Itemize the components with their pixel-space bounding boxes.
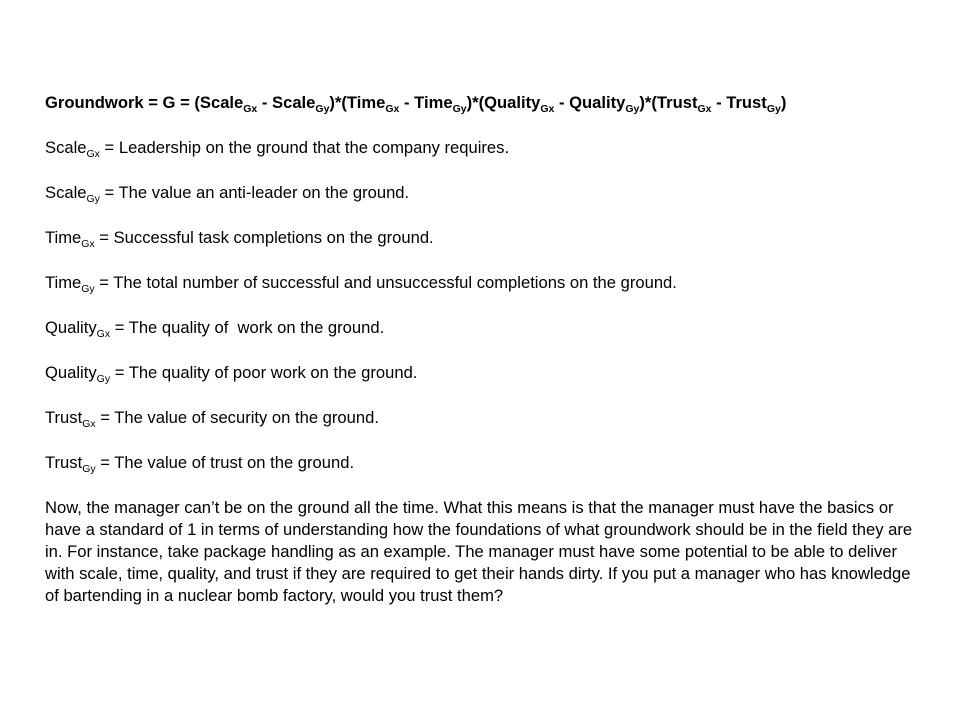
definition-term: Scale bbox=[45, 138, 87, 157]
definition-text: = Leadership on the ground that the company requires. bbox=[99, 138, 510, 157]
definition-text: = The quality of poor work on the ground. bbox=[110, 363, 418, 382]
formula-segment: )*(Trust bbox=[639, 93, 698, 112]
formula-subscript: Gx bbox=[243, 103, 258, 115]
formula-segment: - Trust bbox=[711, 93, 767, 112]
definition-scale-gx bbox=[45, 137, 925, 159]
definition-subscript: Gx bbox=[96, 328, 111, 340]
definition-term: Trust bbox=[45, 453, 83, 472]
formula-subscript: Gx bbox=[540, 103, 555, 115]
definition-subscript: Gy bbox=[86, 193, 100, 205]
definition-text: = The quality of work on the ground. bbox=[110, 318, 385, 337]
groundwork-formula bbox=[45, 92, 925, 114]
definition-subscript: Gx bbox=[82, 418, 96, 430]
definition-trust-gx bbox=[45, 407, 925, 429]
definition-term: Quality bbox=[45, 318, 97, 337]
formula-lead: Groundwork = G = (Scale bbox=[45, 93, 244, 112]
formula-subscript: Gy bbox=[315, 103, 330, 115]
definition-term: Trust bbox=[45, 408, 83, 427]
formula-subscript: Gy bbox=[625, 103, 640, 115]
formula-segment: - Scale bbox=[257, 93, 316, 112]
definition-text: = The value an anti-leader on the ground. bbox=[99, 183, 410, 202]
definition-time-gx bbox=[45, 227, 925, 249]
definition-subscript: Gy bbox=[96, 373, 111, 385]
definition-text: = The total number of successful and unsuccessful completions on the ground. bbox=[94, 273, 677, 292]
definition-subscript: Gx bbox=[81, 238, 95, 250]
definition-text: = The value of trust on the ground. bbox=[95, 453, 355, 472]
formula-segment: )*(Quality bbox=[466, 93, 541, 112]
definition-term: Time bbox=[45, 228, 82, 247]
definition-scale-gy bbox=[45, 182, 925, 204]
definition-term: Scale bbox=[45, 183, 87, 202]
formula-subscript: Gx bbox=[697, 103, 712, 115]
manager-paragraph: Now, the manager can’t be on the ground all the time. What this means is that the manager must have the basics or have a standard of 1 in terms of understanding how the foundations of what groundwork should be in the field they are in. For instance, take package handling as an example. The manager must have some potential to be able to deliver with scale, time, quality, and trust if they are required to get their hands dirty. If you put a manager who has knowledge of bartending in a nuclear bomb factory, would you trust them? bbox=[45, 498, 913, 605]
definition-subscript: Gy bbox=[82, 463, 96, 475]
definition-quality-gx bbox=[45, 317, 925, 339]
definition-text: = The value of security on the ground. bbox=[95, 408, 379, 427]
definition-subscript: Gy bbox=[81, 283, 95, 295]
formula-subscript: Gy bbox=[452, 103, 467, 115]
definition-quality-gy bbox=[45, 362, 925, 384]
definition-subscript: Gx bbox=[86, 148, 100, 160]
formula-segment: - Time bbox=[399, 93, 453, 112]
definition-text: = Successful task completions on the ground. bbox=[94, 228, 434, 247]
formula-subscript: Gx bbox=[385, 103, 400, 115]
formula-segment: ) bbox=[780, 93, 787, 112]
slide-content bbox=[45, 92, 925, 630]
definition-trust-gy bbox=[45, 452, 925, 474]
definition-term: Quality bbox=[45, 363, 97, 382]
formula-subscript: Gy bbox=[766, 103, 781, 115]
formula-segment: - Quality bbox=[554, 93, 626, 112]
definition-time-gy bbox=[45, 272, 925, 294]
formula-segment: )*(Time bbox=[329, 93, 386, 112]
definition-term: Time bbox=[45, 273, 82, 292]
